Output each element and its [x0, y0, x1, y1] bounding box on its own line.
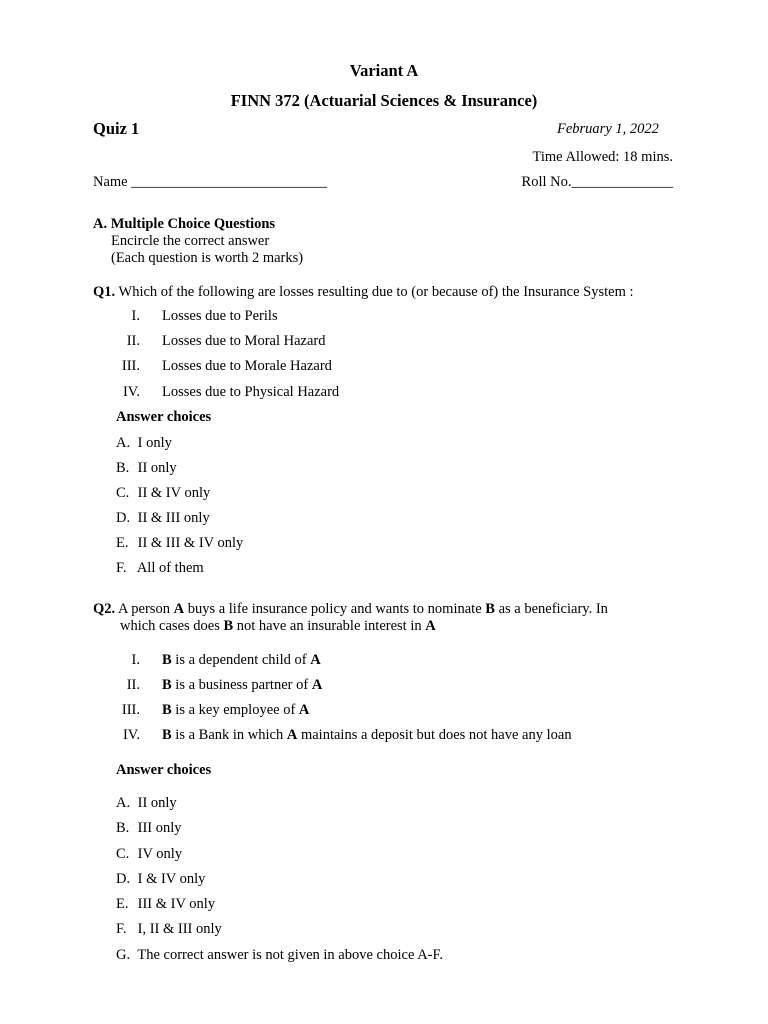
q1-choice-f[interactable]: F. All of them	[116, 560, 204, 576]
q2-item-num: III.	[121, 702, 140, 718]
q2-item-num: IV.	[122, 727, 140, 743]
course-title: FINN 372 (Actuarial Sciences & Insurance)	[230, 91, 538, 110]
q1-item-num: I.	[131, 308, 140, 324]
q2-item-num: II.	[126, 677, 140, 693]
q2-choice-f[interactable]: F. I, II & III only	[116, 921, 222, 937]
q1-item-text: Losses due to Physical Hazard	[162, 384, 340, 400]
q1-item-text: Losses due to Moral Hazard	[162, 333, 326, 349]
time-allowed: Time Allowed: 18 mins.	[532, 149, 673, 165]
q1-answer-label: Answer choices	[116, 409, 212, 425]
q2-choice-a[interactable]: A. II only	[116, 795, 177, 811]
q1-stem	[93, 285, 634, 300]
q1-choice-a[interactable]: A. I only	[116, 435, 172, 451]
section-a-marks: (Each question is worth 2 marks)	[111, 250, 304, 266]
q1-text: Which of the following are losses resulting due to (or because of) the Insurance System :	[118, 284, 634, 300]
q2-choice-e[interactable]: E. III & IV only	[116, 896, 216, 912]
q2-choice-b[interactable]: B. III only	[116, 820, 182, 836]
quiz-title: Quiz 1	[93, 119, 140, 138]
q2-choice-d[interactable]: D. I & IV only	[116, 871, 206, 887]
q1-choice-e[interactable]: E. II & III & IV only	[116, 535, 244, 551]
q2-item-text: B is a business partner of A	[162, 677, 323, 693]
q2-stem-line1: Q2. A person A buys a life insurance policy and wants to nominate B as a beneficiary. In	[93, 601, 608, 617]
roll-number-field[interactable]: Roll No.______________	[521, 174, 673, 190]
q2-answer-label: Answer choices	[116, 762, 212, 778]
q1-choice-b[interactable]: B. II only	[116, 460, 177, 476]
q2-item-text: B is a Bank in which A maintains a deposit but does not have any loan	[162, 727, 572, 743]
section-a-instruction: Encircle the correct answer	[111, 233, 270, 249]
q2-choice-c[interactable]: C. IV only	[116, 846, 183, 862]
q1-choice-d[interactable]: D. II & III only	[116, 510, 210, 526]
q2-item-num: I.	[131, 652, 140, 668]
q1-item-num: II.	[126, 333, 140, 349]
q1-item-num: IV.	[122, 384, 140, 400]
quiz-date: February 1, 2022	[557, 121, 659, 137]
q2-item-text: B is a key employee of A	[162, 702, 310, 718]
q1-number: Q1.	[93, 284, 116, 300]
variant-title: Variant A	[349, 61, 419, 80]
q2-choice-g[interactable]: G. The correct answer is not given in above choice A-F.	[116, 947, 444, 963]
q2-item-text: B is a dependent child of A	[162, 652, 321, 668]
name-field[interactable]: Name ___________________________	[93, 174, 327, 190]
section-a-title: A. Multiple Choice Questions	[93, 216, 276, 232]
q1-item-num: III.	[121, 358, 140, 374]
q2-number: Q2.	[93, 601, 116, 617]
q1-choice-c[interactable]: C. II & IV only	[116, 485, 211, 501]
q1-item-text: Losses due to Perils	[162, 308, 278, 324]
q1-item-text: Losses due to Morale Hazard	[162, 358, 332, 374]
q2-stem-line2: which cases does B not have an insurable interest in A	[120, 618, 436, 634]
